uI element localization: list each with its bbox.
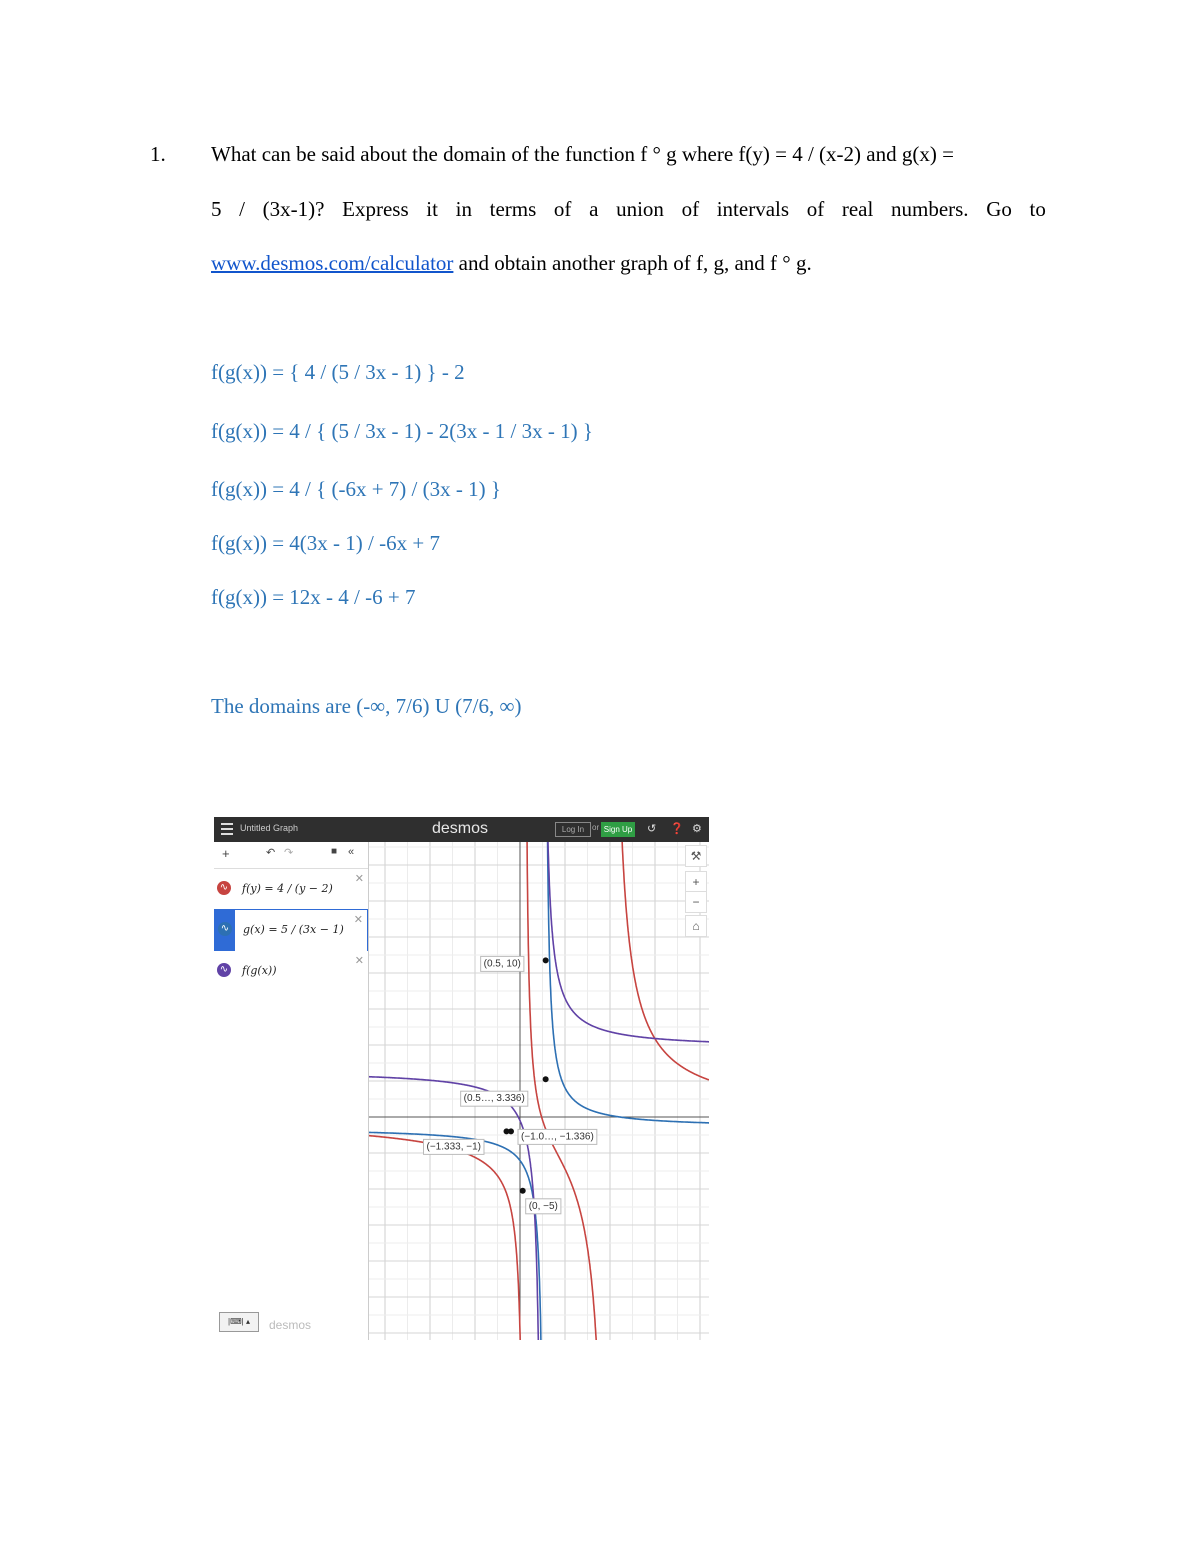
question-word: of xyxy=(553,197,572,221)
question-word: / xyxy=(239,197,245,221)
expression-row-g[interactable] xyxy=(214,909,368,952)
wrench-icon[interactable]: ⚒ xyxy=(685,845,707,867)
edit-list-icon[interactable]: ■ xyxy=(331,846,338,857)
menu-icon[interactable] xyxy=(221,823,233,835)
graph-title[interactable]: Untitled Graph xyxy=(240,823,299,833)
graph-point xyxy=(504,1128,510,1134)
redo-icon[interactable]: ↷ xyxy=(284,847,294,859)
question-word: to xyxy=(1029,197,1046,221)
login-button[interactable]: Log In xyxy=(555,822,591,837)
share-icon[interactable]: ↺ xyxy=(647,823,657,835)
question-line-3-rest: and obtain another graph of f, g, and f ° g. xyxy=(453,251,812,275)
curve-g xyxy=(369,1132,543,1340)
question-word: Express xyxy=(342,197,409,221)
desmos-screenshot xyxy=(214,817,709,1340)
desmos-link[interactable]: www.desmos.com/calculator xyxy=(211,251,454,275)
graph-point xyxy=(543,957,549,963)
powered-by-desmos: desmos xyxy=(269,1318,312,1332)
or-label: or xyxy=(592,823,600,832)
zoom-out-button[interactable]: − xyxy=(685,891,707,913)
expression-formula[interactable]: f(g(x)) xyxy=(242,964,277,977)
question-line-2 xyxy=(211,197,1046,222)
graph-point xyxy=(520,1188,526,1194)
close-icon[interactable]: ✕ xyxy=(353,914,363,926)
point-label: (0, −5) xyxy=(528,1200,558,1212)
answer-step: f(g(x)) = 12x - 4 / -6 + 7 xyxy=(211,585,416,609)
expression-formula[interactable]: f(y) = 4 / (y − 2) xyxy=(242,882,333,895)
point-label: (−1.0…, −1.336) xyxy=(521,1131,594,1143)
desmos-logo: desmos xyxy=(432,820,489,837)
collapse-icon[interactable]: « xyxy=(348,846,355,858)
point-label: (0.5, 10) xyxy=(483,958,521,970)
undo-icon[interactable]: ↶ xyxy=(266,847,276,859)
question-word: of xyxy=(681,197,700,221)
curve-f xyxy=(369,1136,523,1340)
keyboard-toggle[interactable]: |⌨| ▴ xyxy=(219,1312,259,1332)
question-line-1: What can be said about the domain of the function f ° g where f(y) = 4 / (x-2) and g(x) = xyxy=(211,142,954,166)
answer-step: f(g(x)) = { 4 / (5 / 3x - 1) } - 2 xyxy=(211,360,465,384)
settings-icon[interactable]: ⚙ xyxy=(692,823,702,835)
question-word: terms xyxy=(489,197,537,221)
question-word: in xyxy=(455,197,472,221)
expression-formula[interactable]: g(x) = 5 / (3x − 1) xyxy=(243,923,344,936)
close-icon[interactable]: ✕ xyxy=(354,955,364,967)
zoom-in-button[interactable]: + xyxy=(685,871,707,893)
question-word: real xyxy=(841,197,874,221)
question-line-3 xyxy=(211,251,1046,276)
answer-conclusion: The domains are (-∞, 7/6) U (7/6, ∞) xyxy=(211,694,522,718)
home-icon[interactable]: ⌂ xyxy=(685,915,707,937)
signup-button[interactable]: Sign Up xyxy=(601,822,635,837)
curve-f xyxy=(526,842,606,1340)
question-word: 5 xyxy=(211,197,222,221)
question-word: of xyxy=(806,197,825,221)
close-icon[interactable]: ✕ xyxy=(354,873,364,885)
answer-step: f(g(x)) = 4(3x - 1) / -6x + 7 xyxy=(211,531,440,555)
expression-toolbar xyxy=(214,842,368,869)
question-word: Go xyxy=(986,197,1012,221)
wave-icon[interactable]: ∿ xyxy=(217,963,231,977)
question-word: (3x-1)? xyxy=(262,197,325,221)
add-icon[interactable]: + xyxy=(222,846,230,861)
question-word: numbers. xyxy=(890,197,969,221)
expression-row-f[interactable] xyxy=(214,869,368,911)
question-word: intervals xyxy=(716,197,790,221)
answer-step: f(g(x)) = 4 / { (-6x + 7) / (3x - 1) } xyxy=(211,477,501,501)
question-word: union xyxy=(616,197,664,221)
point-label: (0.5…, 3.336) xyxy=(463,1093,525,1105)
question-word: it xyxy=(426,197,438,221)
graph-canvas[interactable] xyxy=(369,842,709,1340)
point-label: (−1.333, −1) xyxy=(426,1141,481,1153)
expression-list xyxy=(214,842,369,1340)
question-word: a xyxy=(589,197,599,221)
wave-icon[interactable]: ∿ xyxy=(218,922,232,936)
wave-icon[interactable]: ∿ xyxy=(217,881,231,895)
question-number: 1. xyxy=(150,142,166,166)
expression-row-fg[interactable] xyxy=(214,951,368,992)
help-icon[interactable]: ❓ xyxy=(670,823,684,835)
curve-fg xyxy=(369,1077,541,1340)
graph-point xyxy=(543,1076,549,1082)
answer-step: f(g(x)) = 4 / { (5 / 3x - 1) - 2(3x - 1 / 3x - 1) } xyxy=(211,419,593,443)
desmos-header xyxy=(214,817,709,842)
